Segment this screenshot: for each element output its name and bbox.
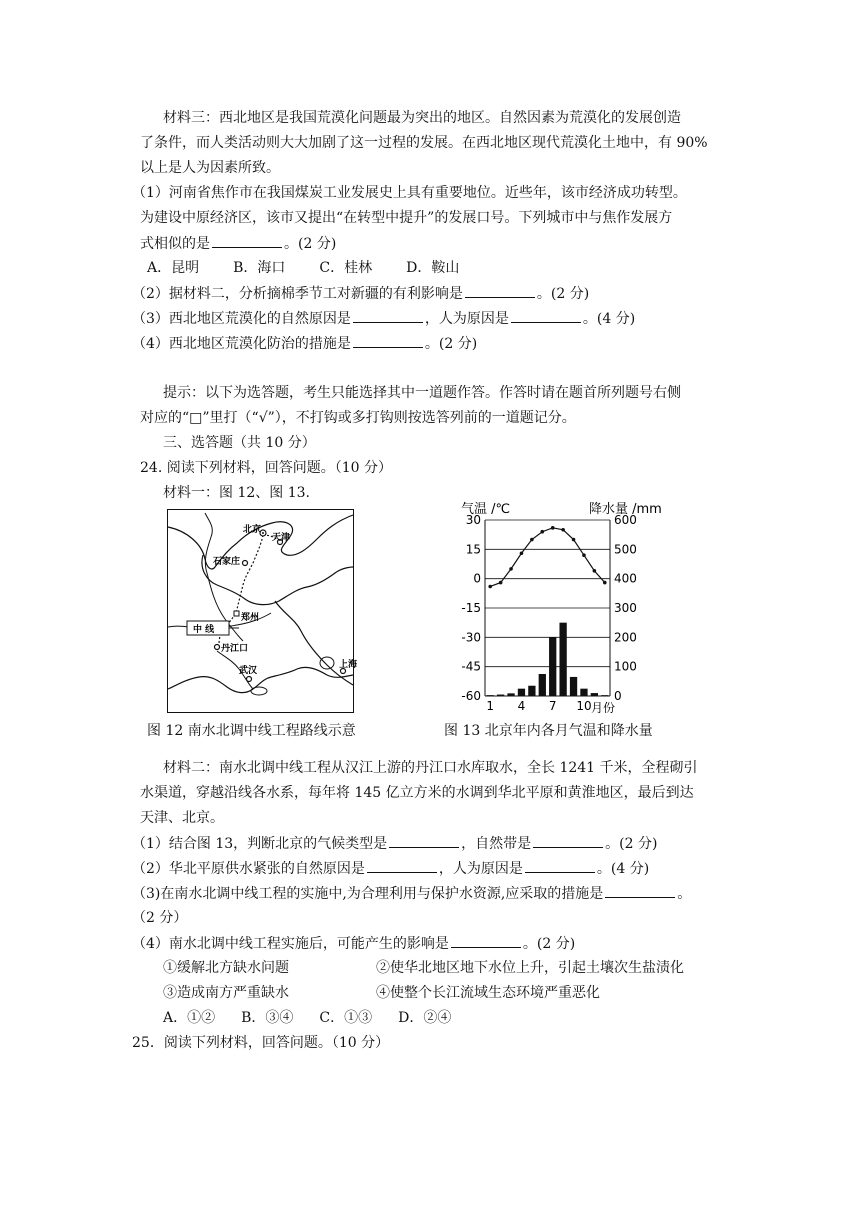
y2-axis-title: 降水量 /mm — [589, 502, 662, 517]
answer-blank[interactable] — [367, 858, 437, 873]
temperature-point — [499, 581, 503, 585]
precipitation-bar — [570, 677, 577, 696]
y-tick-label: 30 — [465, 513, 481, 527]
fig13-caption: 图 13 北京年内各月气温和降水量 — [444, 723, 653, 739]
y2-tick-label: 0 — [614, 689, 622, 703]
q25-title: 25．阅读下列材料，回答问题。（10 分） — [132, 1035, 390, 1051]
y2-tick-label: 500 — [614, 542, 637, 557]
x-tick-label: 10 — [576, 699, 592, 713]
x-axis-title: 月份 — [591, 701, 616, 715]
zhengzhou-label: 郑州 — [241, 613, 260, 623]
beijing-label: 北京 — [243, 525, 262, 535]
climate-chart — [455, 496, 673, 716]
answer-blank[interactable] — [465, 283, 535, 298]
q23-2: （2）据材料二，分析摘棉季节工对新疆的有利影响是 。(2 分) — [132, 283, 589, 304]
answer-blank[interactable] — [353, 308, 423, 323]
temperature-point — [572, 538, 576, 542]
answer-blank[interactable] — [451, 933, 521, 948]
y2-tick-label: 200 — [614, 630, 637, 645]
shanghai-label: 上海 — [339, 660, 358, 670]
temperature-point — [520, 551, 524, 555]
option-a[interactable]: A．①② — [163, 1010, 216, 1026]
y-tick-label: -45 — [461, 659, 481, 674]
temperature-point — [488, 585, 492, 589]
answer-blank[interactable] — [511, 308, 581, 323]
statement-2: ②使华北地区地下水位上升，引起土壤次生盐渍化 — [376, 960, 684, 976]
danjiangkou-marker — [215, 645, 220, 650]
y-tick-label: 15 — [465, 542, 481, 557]
material-3-line-2: 了条件，而人类活动则大大加剧了这一过程的发展。在西北地区现代荒漠化土地中，有 90% — [140, 135, 708, 151]
middle-route-label: 中 线 — [193, 625, 215, 635]
wuhan-label: 武汉 — [239, 666, 258, 676]
precipitation-bar — [507, 693, 514, 696]
q24-3: （3)在南水北调中线工程的实施中,为合理利用与保护水资源,应采取的措施是 。 — [132, 883, 691, 904]
precipitation-bar — [549, 637, 556, 696]
precipitation-bar — [539, 674, 546, 696]
y-tick-label: -30 — [461, 630, 481, 645]
answer-blank[interactable] — [605, 883, 675, 898]
q24-material-1: 材料一：图 12、图 13. — [163, 485, 310, 501]
option-d[interactable]: D．鞍山 — [406, 260, 460, 276]
precipitation-bar — [497, 695, 504, 696]
temperature-point — [509, 567, 513, 571]
material-3-line-3: 以上是人为因素所致。 — [140, 160, 280, 176]
danjiangkou-label: 丹江口 — [221, 644, 249, 654]
precipitation-bar — [601, 695, 608, 696]
temperature-point — [561, 528, 565, 532]
q24-4-options — [163, 1008, 485, 1028]
q23-3: （3）西北地区荒漠化的自然原因是 ，人为原因是 。(4 分) — [132, 308, 635, 329]
option-c[interactable]: C．①③ — [319, 1010, 373, 1026]
material-2-line-3: 天津、北京。 — [140, 810, 224, 826]
answer-blank[interactable] — [525, 858, 595, 873]
option-c[interactable]: C．桂林 — [319, 260, 373, 276]
shijiazhuang-marker — [243, 561, 248, 566]
map-frame — [168, 510, 354, 713]
q23-1-line-1: （1）河南省焦作市在我国煤炭工业发展史上具有重要地位。近些年，该市经济成功转型。 — [132, 185, 687, 201]
x-tick-label: 1 — [486, 699, 495, 713]
q23-4: （4）西北地区荒漠化防治的措施是 。(2 分) — [132, 333, 477, 354]
fig12-caption: 图 12 南水北调中线工程路线示意 — [147, 723, 356, 739]
tianjin-label: 天津 — [272, 533, 291, 543]
route-map-figure — [167, 509, 358, 713]
section-3-heading: 三、选答题（共 10 分） — [163, 435, 316, 451]
statement-4: ④使整个长江流域生态环境严重恶化 — [376, 985, 600, 1001]
y-tick-label: -60 — [461, 689, 481, 703]
option-b[interactable]: B．③④ — [241, 1010, 294, 1026]
y-axis-title: 气温 /℃ — [461, 502, 511, 517]
y2-tick-label: 600 — [614, 513, 637, 527]
precipitation-bar — [487, 695, 494, 696]
option-d[interactable]: D．②④ — [398, 1010, 452, 1026]
answer-blank[interactable] — [389, 833, 459, 848]
y2-tick-label: 400 — [614, 571, 637, 586]
x-tick-label: 7 — [548, 699, 557, 713]
answer-blank[interactable] — [212, 233, 282, 248]
y2-tick-label: 100 — [614, 659, 637, 674]
shijiazhuang-label: 石家庄 — [213, 557, 241, 567]
q24-3-score: （2 分） — [132, 910, 188, 926]
zhengzhou-marker — [234, 611, 239, 616]
option-a[interactable]: A．昆明 — [147, 260, 200, 276]
tip-line-1: 提示：以下为选答题，考生只能选择其中一道题作答。作答时请在题首所列题号右侧 — [163, 385, 681, 401]
statement-3: ③造成南方严重缺水 — [163, 985, 289, 1001]
temperature-line — [490, 528, 605, 587]
material-2-line-2: 水渠道，穿越沿线各水系，每年将 145 亿立方米的水调到华北平原和黄淮地区，最后到达 — [140, 785, 694, 801]
q23-1-line-3: 式相似的是 。(2 分) — [140, 233, 336, 254]
answer-blank[interactable] — [533, 833, 603, 848]
precipitation-bar — [518, 689, 525, 696]
q24-2: （2）华北平原供水紧张的自然原因是 ，人为原因是 。(4 分) — [132, 858, 649, 879]
q23-1-options — [147, 258, 493, 278]
precipitation-bar — [528, 686, 535, 696]
precipitation-bar — [591, 693, 598, 696]
q23-1-line-2: 为建设中原经济区，该市又提出“在转型中提升”的发展口号。下列城市中与焦作发展方 — [140, 210, 673, 226]
precipitation-bar — [559, 623, 566, 696]
temperature-point — [551, 526, 555, 530]
temperature-point — [603, 581, 607, 585]
temperature-point — [582, 553, 586, 557]
temperature-point — [540, 530, 544, 534]
answer-blank[interactable] — [353, 333, 423, 348]
x-tick-label: 4 — [517, 699, 526, 713]
y-tick-label: -15 — [461, 601, 481, 615]
tip-line-2: 对应的“□”里打（“√”），不打钩或多打钩则按选答列前的一道题记分。 — [140, 410, 576, 426]
wuhan-marker — [247, 677, 252, 682]
q24-1: （1）结合图 13，判断北京的气候类型是 ，自然带是 。(2 分) — [132, 833, 657, 854]
precipitation-bar — [580, 689, 587, 696]
material-2-line-1: 材料二：南水北调中线工程从汉江上游的丹江口水库取水，全长 1241 千米，全程砌引 — [163, 760, 698, 776]
temperature-point — [530, 538, 534, 542]
q24-4: （4）南水北调中线工程实施后，可能产生的影响是 。(2 分) — [132, 933, 575, 954]
q24-title: 24. 阅读下列材料，回答问题。（10 分） — [140, 460, 392, 476]
y2-tick-label: 300 — [614, 601, 637, 615]
statement-1: ①缓解北方缺水问题 — [163, 960, 289, 976]
y-tick-label: 0 — [473, 571, 481, 586]
option-b[interactable]: B．海口 — [233, 260, 286, 276]
material-3-line-1: 材料三：西北地区是我国荒漠化问题最为突出的地区。自然因素为荒漠化的发展创造 — [163, 110, 681, 126]
temperature-point — [593, 569, 597, 573]
